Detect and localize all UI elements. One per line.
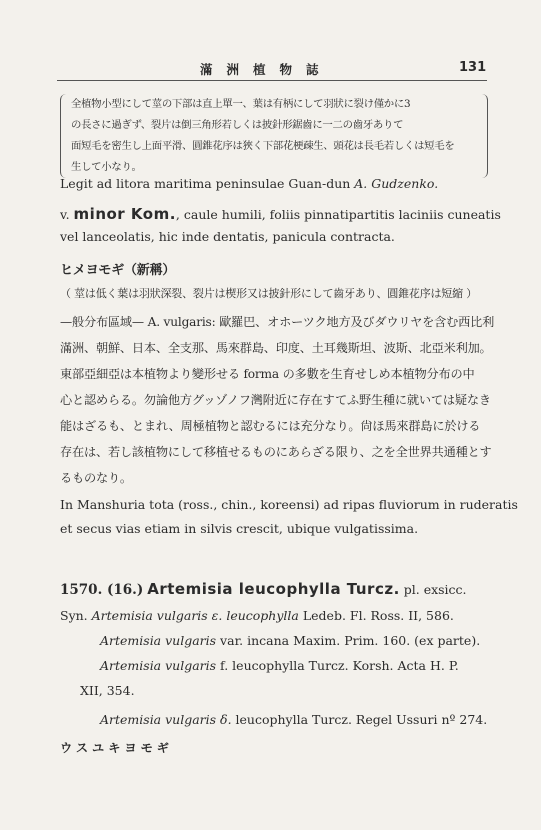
distribution-line: 東部亞細亞は本植物より變形せる forma の多數を生育せしめ本植物分布の中 xyxy=(60,367,475,381)
page-number: 131 xyxy=(459,60,487,75)
collector-name: A. Gudzenko. xyxy=(354,176,439,191)
bracketed-description xyxy=(60,94,488,178)
distribution-line: 心と認めらる。勿論他方グッゾノフ灣附近に存在すてふ野生種に就いては疑なき xyxy=(60,393,491,407)
synonym-line: Syn. Artemisia vulgaris ε. leucophylla Ledeb. Fl. Ross. II, 586. xyxy=(60,608,454,623)
entry-source: pl. exsicc. xyxy=(403,582,467,597)
legit-line: Legit ad litora maritima peninsulae Guan-dun A. Gudzenko. xyxy=(60,176,439,191)
running-header xyxy=(0,60,541,82)
synonym-line: Artemisia vulgaris δ. leucophylla Turcz. Regel Ussuri nº 274. xyxy=(100,712,488,727)
note-line: 全植物小型にして莖の下部は直上單一、葉は有柄にして羽狀に裂け僅かに3 xyxy=(71,98,411,110)
running-title: 滿洲植物誌 xyxy=(200,62,333,77)
note-line: 生して小なり。 xyxy=(71,161,142,173)
synonym-line: XII, 354. xyxy=(80,683,135,698)
habitat-latin: In Manshuria tota (ross., chin., koreensi) ad ripas fluviorum in ruderatis xyxy=(60,497,518,512)
species-name: Artemisia leucophylla Turcz. xyxy=(147,580,400,598)
distribution-line: 滿洲、朝鮮、日本、全支那、馬來群島、印度、土耳幾斯坦、波斯、北亞米利加。 xyxy=(60,341,492,355)
entry-number: 1570. (16.) xyxy=(60,582,144,598)
synonym-line: Artemisia vulgaris f. leucophylla Turcz. Korsh. Acta H. P. xyxy=(100,658,459,673)
distribution-line: —般分布區域— A. vulgaris: 歐羅巴、オホーツク地方及びダウリヤを含む西比利 xyxy=(60,315,495,329)
header-rule xyxy=(57,80,487,81)
habitat-latin: et secus vias etiam in silvis crescit, ubique vulgatissima. xyxy=(60,521,419,536)
distribution-line: るものなり。 xyxy=(60,471,132,485)
variety-line: v. minor Kom., caule humili, foliis pinnatipartitis laciniis cuneatis xyxy=(60,205,501,223)
distribution-line: 存在は、若し該植物にして移植せるものにあらざる限り、之を全世界共通種とす xyxy=(60,445,492,459)
bottom-japanese-name: ウスユキヨモギ xyxy=(60,741,173,755)
distribution-line: 能はざるも、とまれ、周極植物と認むるには充分なり。尙ほ馬來群島に於ける xyxy=(60,419,481,433)
variety-line-2: vel lanceolatis, hic inde dentatis, panicula contracta. xyxy=(60,229,395,244)
variety-name: minor Kom. xyxy=(73,205,176,223)
note-line: 面短毛を密生し上面平滑、圓錐花序は狹く下部花梗疎生、頭花は長毛若しくは短毛を xyxy=(71,140,455,152)
note-line: の長さに過ぎず、裂片は倒三角形若しくは披針形鋸齒に一二の齒牙ありて xyxy=(71,119,404,131)
japanese-name: ヒメヨモギ（新稱） xyxy=(60,263,176,278)
species-entry xyxy=(60,580,500,598)
japanese-description: （ 莖は低く葉は羽狀深裂、裂片は楔形又は披針形にして齒牙あり、圓錐花序は短縮 ） xyxy=(60,287,477,300)
synonym-line: Artemisia vulgaris var. incana Maxim. Prim. 160. (ex parte). xyxy=(100,633,481,648)
